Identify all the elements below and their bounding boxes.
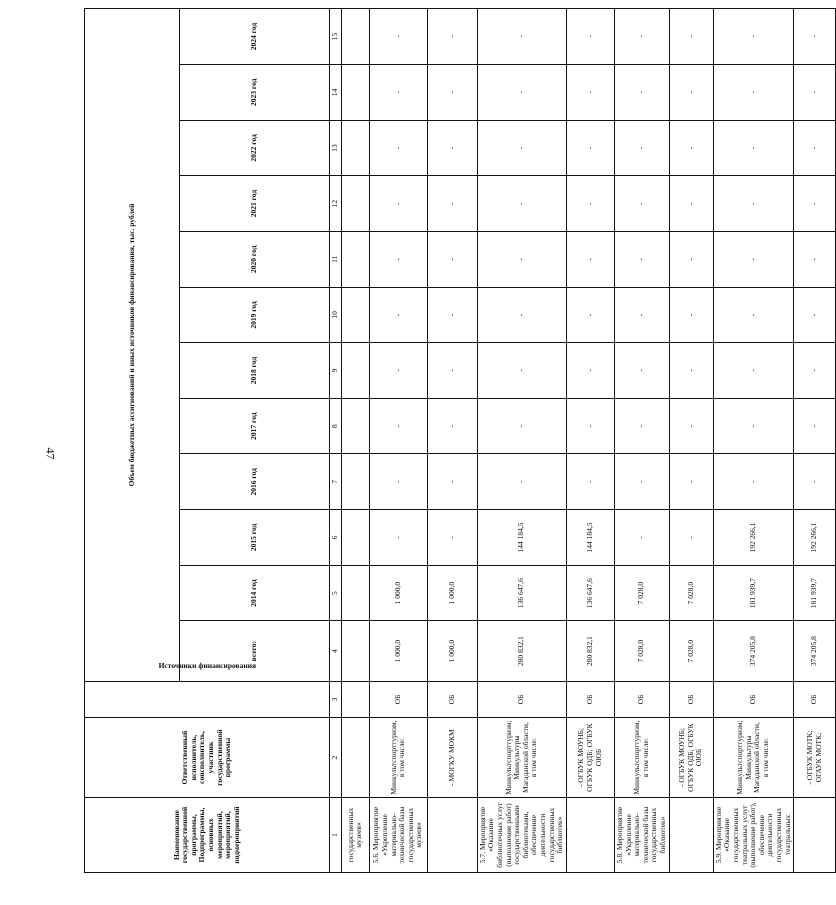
cell-year-value: - <box>369 120 427 176</box>
header-year: 2020 год <box>180 231 330 287</box>
table-row <box>341 9 369 873</box>
cell-resp <box>341 718 369 798</box>
column-number: 13 <box>330 120 342 176</box>
cell-src: ОБ <box>427 681 477 717</box>
cell-year-value: - <box>794 120 836 176</box>
cell-year-value: - <box>614 398 669 454</box>
cell-year-value: - <box>794 231 836 287</box>
cell-year-value: 1 000,0 <box>427 565 477 621</box>
cell-year-value: 136 647,6 <box>477 565 566 621</box>
cell-year-value: - <box>477 454 566 510</box>
table-row <box>566 9 614 873</box>
column-number: 3 <box>330 681 342 717</box>
cell-year-value: - <box>566 343 614 399</box>
cell-year-value: - <box>427 398 477 454</box>
cell-year-value: - <box>427 64 477 120</box>
cell-year-value: - <box>477 231 566 287</box>
financing-table <box>84 8 836 873</box>
cell-year-value: - <box>713 454 794 510</box>
header-year: 2017 год <box>180 398 330 454</box>
cell-year-value <box>341 287 369 343</box>
cell-year-value: - <box>669 120 713 176</box>
column-number: 7 <box>330 454 342 510</box>
table-row <box>427 9 477 873</box>
cell-year-value: - <box>669 343 713 399</box>
column-number-row <box>330 9 342 873</box>
cell-year-value: - <box>566 454 614 510</box>
cell-year-value: - <box>794 9 836 65</box>
cell-year-value <box>341 343 369 399</box>
cell-year-value: - <box>713 287 794 343</box>
cell-name: государственных музеев» <box>341 798 369 873</box>
column-number: 14 <box>330 64 342 120</box>
cell-year-value: - <box>614 64 669 120</box>
header-year: 2015 год <box>180 510 330 566</box>
cell-year-value: - <box>566 64 614 120</box>
cell-resp: - ОГБУК МОУНБ; ОГБУК ОДБ; ОГБУК ОЮБ <box>566 718 614 798</box>
column-number: 11 <box>330 231 342 287</box>
header-year: 2014 год <box>180 565 330 621</box>
cell-name: 5.8. Мероприятие «Укрепление материально-технической базы государственных библиотек» <box>614 798 669 873</box>
cell-year-value: - <box>566 120 614 176</box>
cell-year-value: 7 028,0 <box>669 565 713 621</box>
cell-year-value: - <box>713 231 794 287</box>
table-row <box>477 9 566 873</box>
header-total: всего: <box>180 621 330 681</box>
header-name: Наименование государственной программы, Подпрограммы, основных мероприятий, мероприятий, подмероприятий <box>85 798 330 873</box>
cell-year-value: - <box>477 9 566 65</box>
header-year: 2023 год <box>180 64 330 120</box>
cell-src: ОБ <box>713 681 794 717</box>
cell-year-value: - <box>427 120 477 176</box>
cell-total: 1 000,0 <box>427 621 477 681</box>
cell-year-value <box>341 120 369 176</box>
cell-src <box>341 681 369 717</box>
header-responsible: Ответственный исполнитель, соисполнитель, участник государственной программы <box>85 718 330 798</box>
cell-year-value: - <box>794 454 836 510</box>
table-row <box>669 9 713 873</box>
cell-year-value: - <box>566 287 614 343</box>
cell-year-value: 181 939,7 <box>713 565 794 621</box>
cell-year-value: - <box>477 176 566 232</box>
cell-src: ОБ <box>669 681 713 717</box>
header-year: 2018 год <box>180 343 330 399</box>
cell-name <box>566 798 614 873</box>
cell-year-value <box>341 510 369 566</box>
cell-year-value: - <box>566 9 614 65</box>
cell-year-value: 181 939,7 <box>794 565 836 621</box>
cell-year-value: - <box>669 398 713 454</box>
cell-year-value: 144 184,5 <box>566 510 614 566</box>
cell-year-value: 1 000,0 <box>369 565 427 621</box>
header-year: 2021 год <box>180 176 330 232</box>
cell-year-value: - <box>669 454 713 510</box>
cell-year-value: - <box>794 343 836 399</box>
cell-year-value: - <box>794 398 836 454</box>
header-volume: Объем бюджетных ассигнований и иных источников финансирования, тыс. рублей <box>85 9 180 682</box>
cell-year-value: - <box>794 64 836 120</box>
cell-year-value: - <box>614 287 669 343</box>
cell-name: 5.9. Мероприятие «Оказание государственных театральных услуг (выполнение работ), обеспечение деятельности государственных театральных <box>713 798 794 873</box>
column-number: 1 <box>330 798 342 873</box>
cell-name: 5.6. Мероприятие «Укрепление материально-технической базы государственных музеев» <box>369 798 427 873</box>
cell-src: ОБ <box>369 681 427 717</box>
cell-resp: Минкультспорттуризм; Минкультуры Магаданской области, в том числе: <box>713 718 794 798</box>
cell-year-value: - <box>614 120 669 176</box>
cell-year-value: - <box>713 9 794 65</box>
rotated-table-wrapper <box>84 8 823 873</box>
cell-year-value: - <box>427 454 477 510</box>
cell-year-value: - <box>427 176 477 232</box>
cell-year-value: - <box>713 398 794 454</box>
cell-year-value <box>341 9 369 65</box>
table-row <box>369 9 427 873</box>
cell-resp: - ОГБУК МОТК; ОГАУК МОТК; <box>794 718 836 798</box>
cell-name <box>427 798 477 873</box>
cell-year-value: 192 266,1 <box>794 510 836 566</box>
cell-src: ОБ <box>566 681 614 717</box>
cell-year-value <box>341 176 369 232</box>
cell-resp: Минкультспорттуризм; Минкультуры Магаданской области, в том числе: <box>477 718 566 798</box>
cell-year-value: - <box>427 231 477 287</box>
table-body <box>341 9 836 873</box>
cell-year-value: - <box>713 64 794 120</box>
header-year: 2019 год <box>180 287 330 343</box>
cell-name <box>669 798 713 873</box>
cell-year-value: - <box>614 343 669 399</box>
header-source-text: Источники финансирования <box>158 661 256 671</box>
cell-resp: Минкультспорттуризм, в том числе: <box>614 718 669 798</box>
cell-year-value <box>341 454 369 510</box>
column-number: 15 <box>330 9 342 65</box>
cell-name <box>794 798 836 873</box>
cell-total: 374 205,8 <box>713 621 794 681</box>
cell-total: 7 028,0 <box>614 621 669 681</box>
cell-year-value: - <box>669 287 713 343</box>
cell-year-value: - <box>669 231 713 287</box>
cell-year-value: - <box>669 64 713 120</box>
cell-year-value <box>341 565 369 621</box>
cell-year-value: - <box>713 176 794 232</box>
cell-year-value: - <box>427 343 477 399</box>
header-source <box>85 661 330 717</box>
cell-year-value: - <box>369 454 427 510</box>
cell-resp: - МОГКУ МОКМ <box>427 718 477 798</box>
column-number: 8 <box>330 398 342 454</box>
cell-year-value: - <box>369 510 427 566</box>
header-year: 2022 год <box>180 120 330 176</box>
cell-year-value: - <box>794 287 836 343</box>
cell-src: ОБ <box>794 681 836 717</box>
column-number: 12 <box>330 176 342 232</box>
cell-year-value: - <box>369 176 427 232</box>
cell-year-value: - <box>369 231 427 287</box>
page-number: 47 <box>43 447 58 460</box>
cell-year-value: - <box>477 120 566 176</box>
column-number: 10 <box>330 287 342 343</box>
cell-year-value: - <box>369 398 427 454</box>
cell-year-value: - <box>614 454 669 510</box>
cell-year-value: - <box>614 9 669 65</box>
cell-name: 5.7. Мероприятие «Оказание библиотечных услуг (выполнение работ) государственными библиотеками, обеспечение деятельности государственных библиотек» <box>477 798 566 873</box>
cell-year-value: - <box>566 398 614 454</box>
cell-year-value: - <box>369 64 427 120</box>
cell-year-value: - <box>614 176 669 232</box>
cell-src: ОБ <box>614 681 669 717</box>
cell-total <box>341 621 369 681</box>
cell-year-value: 144 184,5 <box>477 510 566 566</box>
cell-year-value: - <box>477 287 566 343</box>
cell-resp: - ОГБУК МОУНБ; ОГБУК ОДБ; ОГБУК ОЮБ <box>669 718 713 798</box>
cell-year-value <box>341 398 369 454</box>
cell-year-value: - <box>427 9 477 65</box>
column-number: 6 <box>330 510 342 566</box>
cell-year-value: - <box>669 510 713 566</box>
column-number: 4 <box>330 621 342 681</box>
cell-year-value: - <box>713 120 794 176</box>
cell-year-value: - <box>614 510 669 566</box>
cell-total: 280 832,1 <box>477 621 566 681</box>
column-number: 9 <box>330 343 342 399</box>
cell-year-value: - <box>369 287 427 343</box>
cell-total: 7 028,0 <box>669 621 713 681</box>
table-row <box>794 9 836 873</box>
cell-year-value: - <box>427 510 477 566</box>
cell-total: 280 832,1 <box>566 621 614 681</box>
header-year: 2024 год <box>180 9 330 65</box>
cell-year-value <box>341 64 369 120</box>
table-row <box>713 9 794 873</box>
header-year: 2016 год <box>180 454 330 510</box>
cell-year-value: - <box>427 287 477 343</box>
cell-year-value <box>341 231 369 287</box>
cell-year-value: - <box>477 64 566 120</box>
column-number: 5 <box>330 565 342 621</box>
cell-year-value: - <box>713 343 794 399</box>
cell-year-value: 192 266,1 <box>713 510 794 566</box>
cell-year-value: - <box>477 343 566 399</box>
cell-src: ОБ <box>477 681 566 717</box>
cell-total: 1 000,0 <box>369 621 427 681</box>
cell-year-value: - <box>369 343 427 399</box>
cell-year-value: - <box>566 176 614 232</box>
cell-resp: Минкультспорттуризм, в том числе: <box>369 718 427 798</box>
column-number: 2 <box>330 718 342 798</box>
cell-year-value: 136 647,6 <box>566 565 614 621</box>
cell-year-value: - <box>477 398 566 454</box>
cell-total: 374 205,8 <box>794 621 836 681</box>
cell-year-value: 7 028,0 <box>614 565 669 621</box>
cell-year-value: - <box>794 176 836 232</box>
cell-year-value: - <box>669 9 713 65</box>
cell-year-value: - <box>369 9 427 65</box>
table-row <box>614 9 669 873</box>
cell-year-value: - <box>614 231 669 287</box>
cell-year-value: - <box>566 231 614 287</box>
cell-year-value: - <box>669 176 713 232</box>
